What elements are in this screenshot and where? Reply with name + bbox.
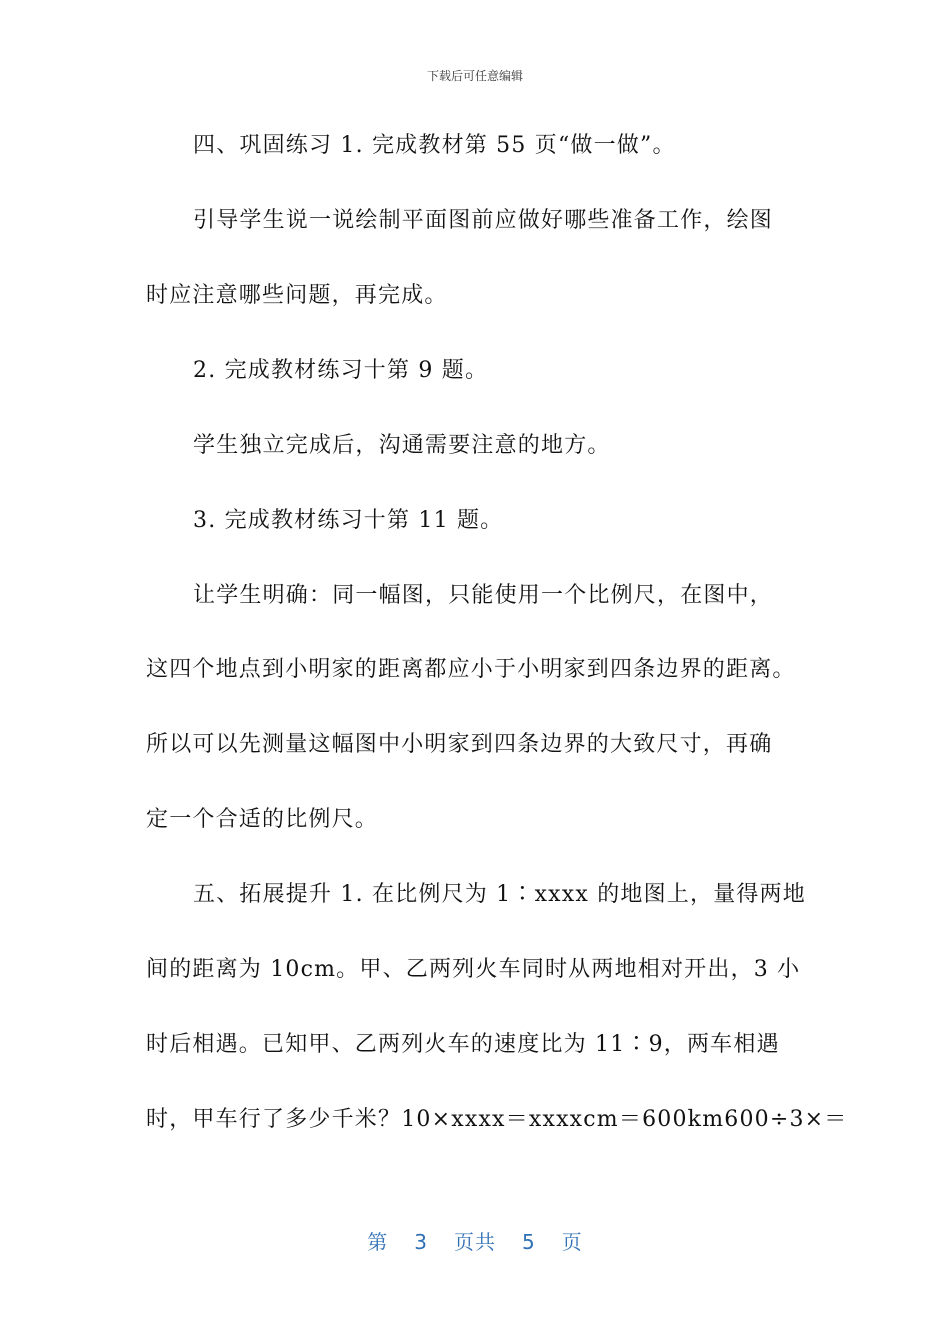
paragraph-line: 学生独立完成后，沟通需要注意的地方。 — [193, 433, 611, 458]
page-label-suffix: 页 — [561, 1230, 583, 1254]
total-pages-number: 5 — [522, 1230, 536, 1254]
paragraph-line: 四、巩固练习 1. 完成教材第 55 页“做一做”。 — [193, 133, 676, 158]
paragraph-line: 时应注意哪些问题，再完成。 — [146, 283, 448, 308]
paragraph-line: 定一个合适的比例尺。 — [146, 807, 379, 832]
paragraph-line: 3. 完成教材练习十第 11 题。 — [193, 508, 504, 533]
paragraph-line: 让学生明确：同一幅图，只能使用一个比例尺，在图中， — [193, 583, 774, 608]
page-label-prefix: 第 — [367, 1230, 389, 1254]
paragraph-line: 间的距离为 10cm。甲、乙两列火车同时从两地相对开出，3 小 — [146, 957, 801, 982]
paragraph-line: 2. 完成教材练习十第 9 题。 — [193, 358, 489, 383]
paragraph-line: 时，甲车行了多少千米？10×xxxx＝xxxxcm＝600km600÷3×＝ — [146, 1107, 848, 1132]
current-page-number: 3 — [414, 1230, 428, 1254]
paragraph-line: 这四个地点到小明家的距离都应小于小明家到四条边界的距离。 — [146, 657, 796, 682]
paragraph-line: 时后相遇。已知甲、乙两列火车的速度比为 11∶9，两车相遇 — [146, 1032, 780, 1057]
paragraph-line: 五、拓展提升 1. 在比例尺为 1∶xxxx 的地图上，量得两地 — [193, 882, 806, 907]
header-note: 下载后可任意编辑 — [426, 69, 523, 83]
page-footer — [0, 1226, 950, 1255]
page-label-mid: 页共 — [454, 1230, 496, 1254]
paragraph-line: 所以可以先测量这幅图中小明家到四条边界的大致尺寸，再确 — [146, 732, 773, 757]
paragraph-line: 引导学生说一说绘制平面图前应做好哪些准备工作，绘图 — [193, 208, 774, 233]
